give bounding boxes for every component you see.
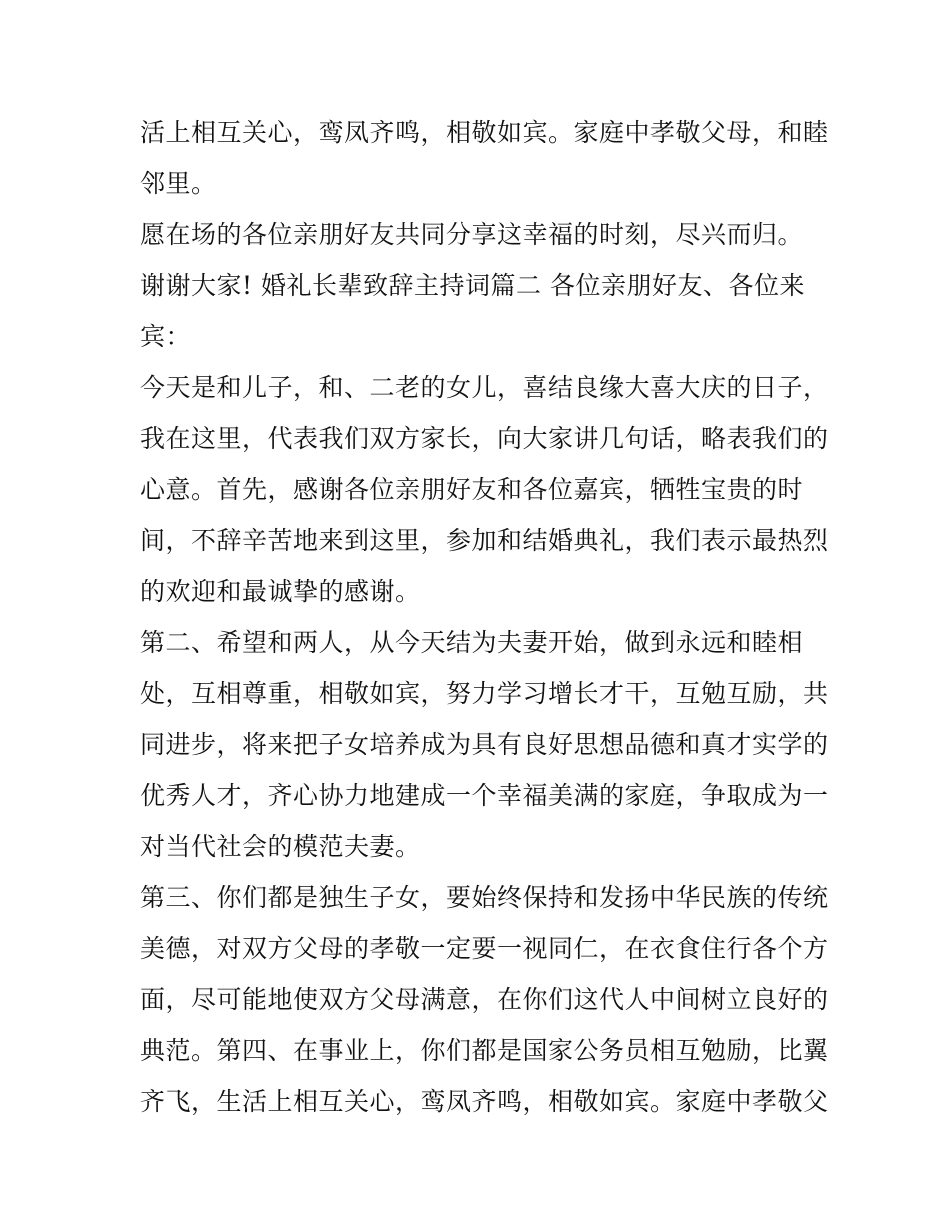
- text-line: 邻里。: [140, 169, 217, 198]
- text-line: 愿在场的各位亲朋好友共同分享这幸福的时刻，尽兴而归。: [140, 220, 804, 249]
- text-line: 面，尽可能地使双方父母满意，在你们这代人中间树立良好的: [140, 985, 829, 1014]
- text-line: 我在这里，代表我们双方家长，向大家讲几句话，略表我们的: [140, 424, 829, 453]
- text-line: 同进步，将来把子女培养成为具有良好思想品德和真才实学的: [140, 730, 829, 759]
- text-line: 活上相互关心，鸾凤齐鸣，相敬如宾。家庭中孝敬父母，和睦: [140, 118, 829, 147]
- text-line: 优秀人才，齐心协力地建成一个幸福美满的家庭，争取成为一: [140, 781, 829, 810]
- text-line: 典范。第四、在事业上，你们都是国家公务员相互勉励，比翼: [140, 1036, 829, 1065]
- text-line: 心意。首先，感谢各位亲朋好友和各位嘉宾，牺牲宝贵的时: [140, 475, 804, 504]
- text-line: 第二、希望和两人，从今天结为夫妻开始，做到永远和睦相: [140, 628, 804, 657]
- document-body: [140, 107, 829, 1127]
- text-line: 美德，对双方父母的孝敬一定要一视同仁，在衣食住行各个方: [140, 934, 829, 963]
- text-line: 的欢迎和最诚挚的感谢。: [140, 577, 421, 606]
- text-line: 对当代社会的模范夫妻。: [140, 832, 421, 861]
- text-line: 今天是和儿子，和、二老的女儿，喜结良缘大喜大庆的日子，: [140, 373, 829, 402]
- text-line: 处，互相尊重，相敬如宾，努力学习增长才干，互勉互励，共: [140, 679, 829, 708]
- text-line: 宾：: [140, 322, 192, 351]
- text-line: 间，不辞辛苦地来到这里，参加和结婚典礼，我们表示最热烈: [140, 526, 829, 555]
- text-line: 齐飞，生活上相互关心，鸾凤齐鸣，相敬如宾。家庭中孝敬父: [140, 1087, 829, 1116]
- text-line: 第三、你们都是独生子女，要始终保持和发扬中华民族的传统: [140, 883, 829, 912]
- text-line: 谢谢大家! 婚礼长辈致辞主持词篇二 各位亲朋好友、各位来: [140, 271, 805, 300]
